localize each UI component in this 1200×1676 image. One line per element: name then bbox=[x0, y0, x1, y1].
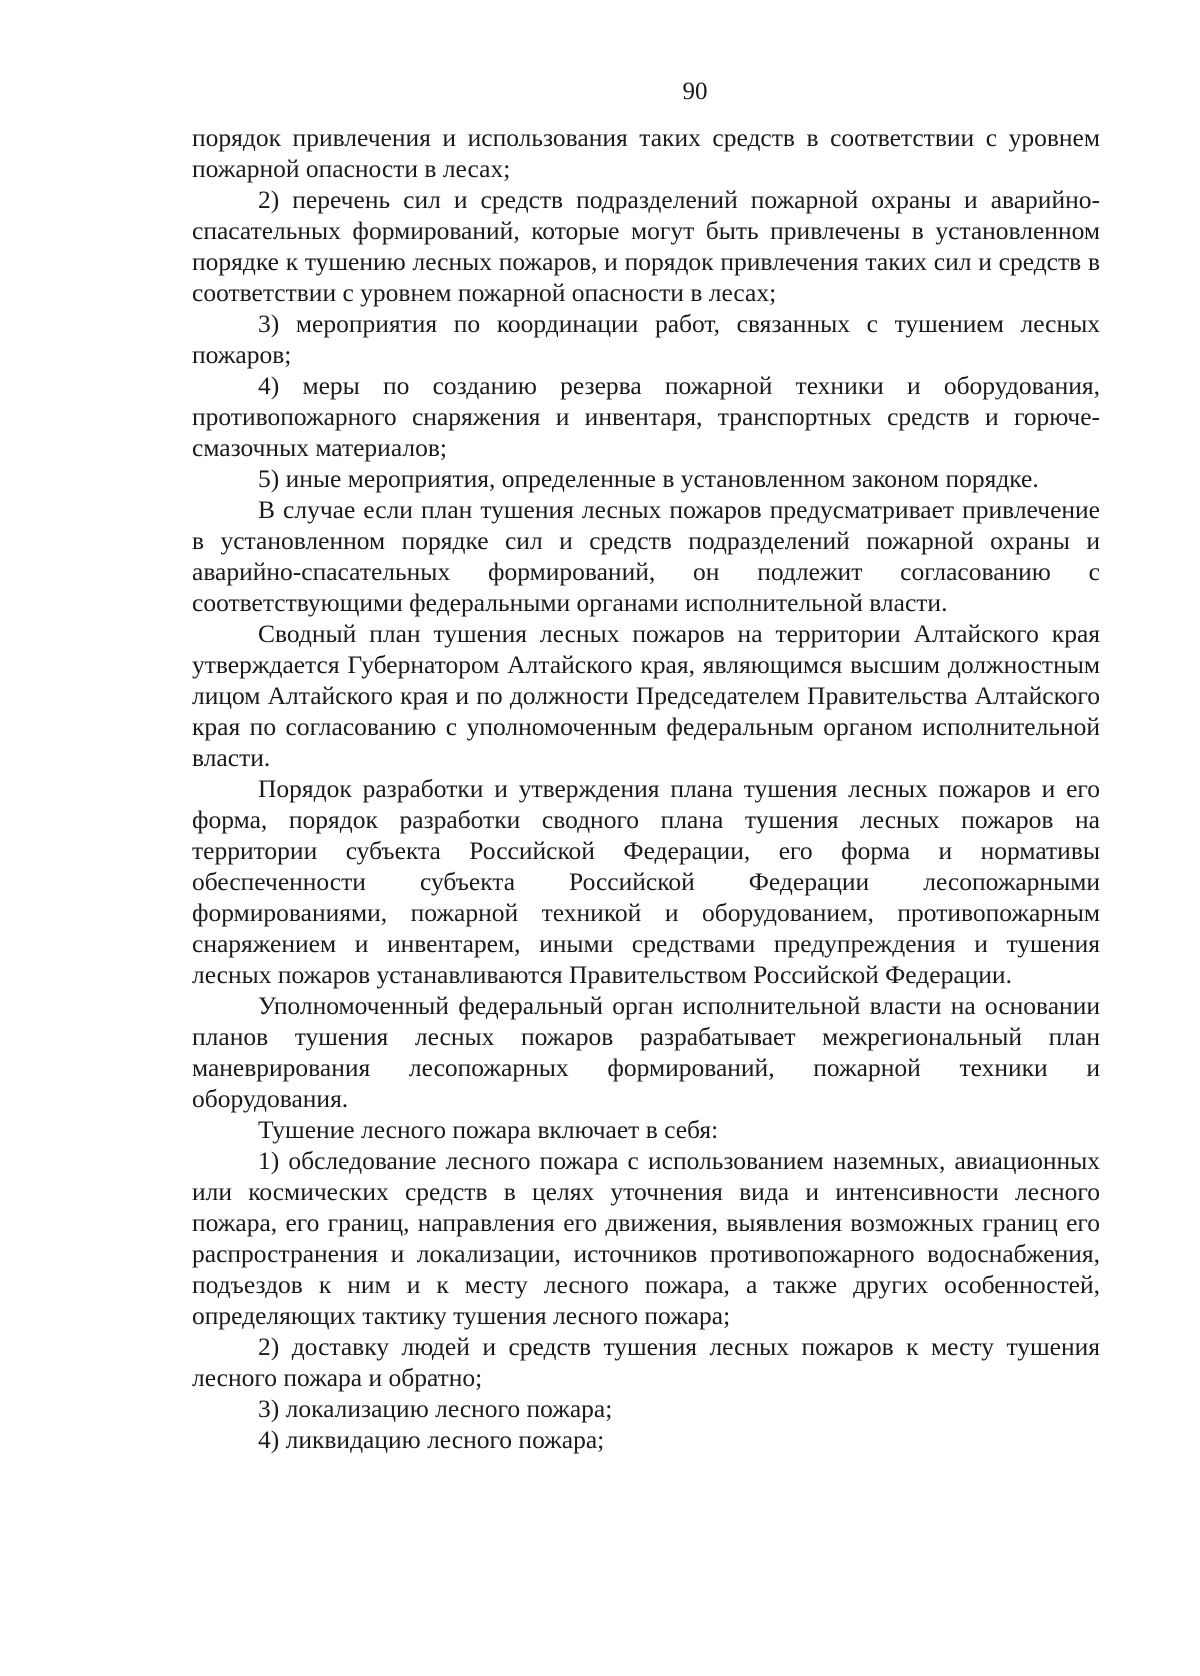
paragraph-approval: В случае если план тушения лесных пожаров предусматривает привлечение в установленном порядке сил и средств подразделений пожарной охраны и аварийно-спасательных формирований, он подлежит согласованию с соответствующими федеральными органами исполнительной власти. bbox=[192, 495, 1100, 617]
list-item-4-reserve: 4) меры по созданию резерва пожарной техники и оборудования, противопожарного снаряжения и инвентаря, транспортных средств и горюче-смазочных материалов; bbox=[192, 371, 1100, 462]
list-item-4-liquidation: 4) ликвидацию лесного пожара; bbox=[258, 1425, 605, 1454]
list-item-1-survey: 1) обследование лесного пожара с использованием наземных, авиационных или космических средств в целях уточнения вида и интенсивности лесного пожара, его границ, направления его движения, выявления возможных границ его распространения и локализации, источников противопожарного водоснабжения, подъездов к ним и к месту лесного пожара, а также других особенностей, определяющих тактику тушения лесного пожара; bbox=[192, 1146, 1100, 1330]
paragraph-development-order: Порядок разработки и утверждения плана тушения лесных пожаров и его форма, порядок разработки сводного плана тушения лесных пожаров на территории субъекта Российской Федерации, его форма и нормативы обеспеченности субъекта Российской Федерации лесопожарными формированиями, пожарной техникой и оборудованием, противопожарным снаряжением и инвентарем, иными средствами предупреждения и тушения лесных пожаров устанавливаются Правительством Российской Федерации. bbox=[192, 774, 1100, 989]
page-number: 90 bbox=[682, 78, 708, 105]
paragraph-continuation: порядок привлечения и использования таких средств в соответствии с уровнем пожарной опасности в лесах; bbox=[192, 123, 1100, 183]
list-item-5-other: 5) иные мероприятия, определенные в установленном законом порядке. bbox=[258, 464, 1039, 493]
list-item-3-coordination: 3) мероприятия по координации работ, связанных с тушением лесных пожаров; bbox=[192, 309, 1100, 369]
paragraph-interregional-plan: Уполномоченный федеральный орган исполнительной власти на основании планов тушения лесных пожаров разрабатывает межрегиональный план маневрирования лесопожарных формирований, пожарной техники и оборудования. bbox=[192, 991, 1100, 1113]
list-item-2-delivery: 2) доставку людей и средств тушения лесных пожаров к месту тушения лесного пожара и обратно; bbox=[192, 1332, 1100, 1392]
document-body bbox=[192, 122, 1100, 1455]
list-item-2-forces: 2) перечень сил и средств подразделений пожарной охраны и аварийно-спасательных формирований, которые могут быть привлечены в установленном порядке к тушению лесных пожаров, и порядок привлечения таких сил и средств в соответствии с уровнем пожарной опасности в лесах; bbox=[192, 185, 1100, 307]
paragraph-consolidated-plan: Сводный план тушения лесных пожаров на территории Алтайского края утверждается Губернатором Алтайского края, являющимся высшим должностным лицом Алтайского края и по должности Председателем Правительства Алтайского края по согласованию с уполномоченным федеральным органом исполнительной власти. bbox=[192, 619, 1100, 772]
list-item-3-localization: 3) локализацию лесного пожара; bbox=[258, 1394, 613, 1423]
paragraph-extinguishing-includes: Тушение лесного пожара включает в себя: bbox=[258, 1115, 719, 1144]
